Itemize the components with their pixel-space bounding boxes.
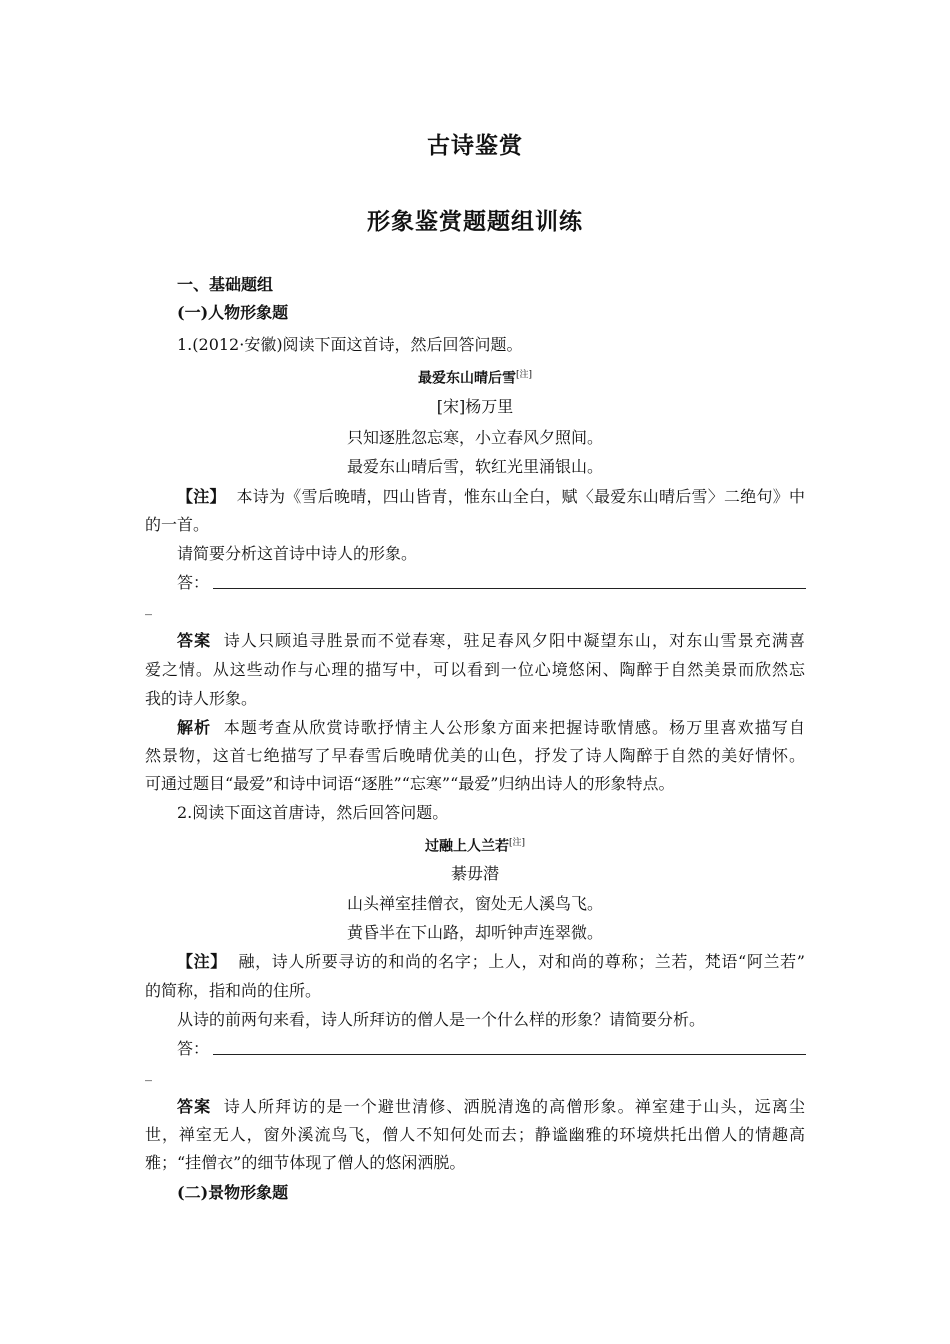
subsection-heading-character: (一)人物形象题 (177, 303, 289, 322)
page-subtitle: 形象鉴赏题题组训练 (367, 208, 583, 235)
q1-analysis-line-1 (177, 718, 805, 738)
q2-answer-prefix: 答： (177, 1039, 210, 1058)
q2-prompt: 2.阅读下面这首唐诗，然后回答问题。 (177, 803, 449, 822)
q1-poem-title-text: 最爱东山晴后雪 (417, 370, 516, 387)
subsection-heading-scenery: (二)景物形象题 (177, 1183, 289, 1202)
q2-poem-line-1: 山头禅室挂僧衣，窗处无人溪鸟飞。 (346, 894, 603, 913)
q2-note-label: 【注】 (177, 952, 227, 971)
q2-note-line-2: 的简称，指和尚的住所。 (145, 981, 322, 1000)
q1-answer-line-2: 爱之情。从这些动作与心理的描写中，可以看到一位心境悠闲、陶醉于自然美景而欣然忘 (145, 660, 805, 679)
q1-poem-author: [宋]杨万里 (436, 397, 514, 416)
page-title: 古诗鉴赏 (427, 132, 523, 159)
q1-poem-line-2: 最爱东山晴后雪，软红光里涌银山。 (346, 457, 603, 476)
q2-note-mark: [注] (508, 838, 526, 848)
q1-answer-line-3: 我的诗人形象。 (145, 689, 258, 708)
q2-answer-blank[interactable] (213, 1054, 806, 1055)
q2-answer-label: 答案 (177, 1097, 212, 1116)
q2-note-line-1 (177, 952, 805, 972)
q2-answer-text: 诗人所拜访的是一个避世清修、洒脱清逸的高僧形象。禅室建于山头，远离尘 (223, 1097, 805, 1116)
q1-answer-label: 答案 (177, 631, 212, 650)
q1-answer-dash: _ (145, 600, 152, 616)
q1-poem-line-1: 只知逐胜忽忘寒，小立春风夕照间。 (346, 428, 603, 447)
q1-note-line-2: 的一首。 (145, 515, 210, 534)
q1-note-mark: [注] (515, 370, 533, 380)
q1-answer-blank[interactable] (213, 588, 806, 589)
q1-analysis-line-2: 然景物，这首七绝描写了早春雪后晚晴优美的山色，抒发了诗人陶醉于自然的美好情怀。 (145, 746, 805, 765)
q1-answer-line-1 (177, 631, 805, 651)
q2-poem-title (0, 833, 950, 857)
q2-answer-line-2: 世，禅室无人，窗外溪流鸟飞，僧人不知何处而去；静谧幽雅的环境烘托出僧人的情趣高 (145, 1125, 805, 1144)
q1-note-label: 【注】 (177, 487, 226, 506)
q2-answer-dash: _ (145, 1066, 152, 1082)
section-heading-basic: 一、基础题组 (177, 275, 274, 294)
q1-answer-text: 诗人只顾追寻胜景而不觉春寒，驻足春风夕阳中凝望东山，对东山雪景充满喜 (223, 631, 805, 650)
q2-note-text: 融，诗人所要寻访的和尚的名字；上人，对和尚的尊称；兰若，梵语“阿兰若” (238, 952, 805, 971)
q1-note-line-1 (177, 487, 805, 507)
q1-poem-title (0, 365, 950, 389)
q2-poem-line-2: 黄昏半在下山路，却听钟声连翠微。 (346, 923, 603, 942)
q2-poem-title-text: 过融上人兰若 (424, 838, 509, 855)
q1-analysis-line-3: 可通过题目“最爱”和诗中词语“逐胜”“忘寒”“最爱”归纳出诗人的形象特点。 (145, 774, 675, 793)
q1-question: 请简要分析这首诗中诗人的形象。 (177, 544, 418, 563)
q2-answer-line-1 (177, 1097, 805, 1117)
q1-analysis-text: 本题考查从欣赏诗歌抒情主人公形象方面来把握诗歌情感。杨万里喜欢描写自 (223, 718, 805, 737)
q2-answer-line-3: 雅；“挂僧衣”的细节体现了僧人的悠闲洒脱。 (145, 1153, 466, 1172)
q1-analysis-label: 解析 (177, 718, 212, 737)
q1-answer-prefix: 答： (177, 573, 210, 592)
q2-poem-author: 綦毋潜 (450, 864, 499, 883)
q1-prompt: 1.(2012·安徽)阅读下面这首诗，然后回答问题。 (177, 335, 523, 354)
q2-question: 从诗的前两句来看，诗人所拜访的僧人是一个什么样的形象？请简要分析。 (177, 1010, 706, 1029)
q1-note-text: 本诗为《雪后晚晴，四山皆青，惟东山全白，赋〈最爱东山晴后雪〉二绝句》中 (236, 487, 805, 506)
